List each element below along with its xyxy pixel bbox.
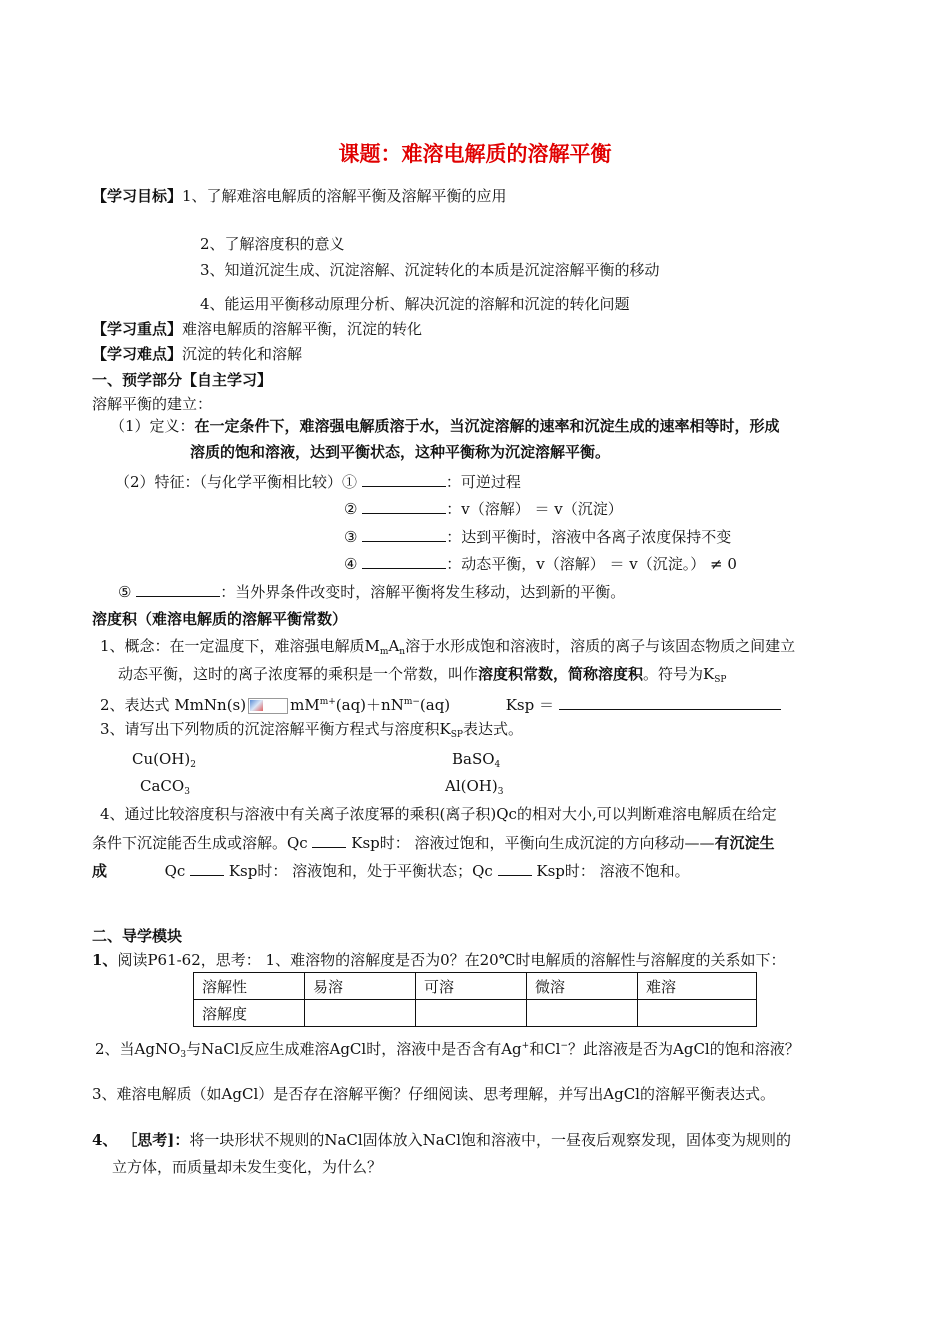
objectives-label: 【学习目标】	[92, 187, 183, 205]
feature-line-1	[115, 471, 521, 492]
question-label: ［思考]：	[122, 1131, 190, 1149]
feature-text: ：达到平衡时，溶液中各离子浓度保持不变	[446, 528, 732, 546]
feature-blank[interactable]	[362, 526, 446, 542]
write-task-text: 3、请写出下列物质的沉淀溶解平衡方程式与溶度积	[100, 720, 440, 738]
question-number: 4、	[92, 1131, 118, 1149]
formula-al-oh-3: $Al(OH)_3$	[445, 777, 504, 797]
expr-mid: (aq)＋nN	[335, 696, 404, 714]
objective-item: 1、了解难溶电解质的溶解平衡及溶解平衡的应用	[182, 187, 507, 205]
ksp-concept-text: 。符号为	[643, 665, 704, 683]
compare-text: Ksp时： 溶液过饱和，平衡向生成沉淀的方向移动——	[351, 834, 715, 852]
table-row	[194, 1000, 757, 1027]
compare-line-1: 4、通过比较溶度积与溶液中有关离子浓度幂的乘积(离子积)Qc的相对大小,可以判断难溶电解质在给定	[100, 805, 777, 823]
formula-cu-oh-2: $Cu(OH)_2$	[132, 750, 196, 770]
feature-num: ④	[344, 555, 358, 573]
question-text: 和Cl	[529, 1040, 561, 1058]
ksp-concept-text: 1、概念：在一定温度下，难溶强电解质	[100, 637, 365, 655]
expr-right: mM	[290, 696, 320, 714]
question-4	[92, 1130, 791, 1150]
compare-text: Ksp时： 溶液不饱和。	[536, 862, 690, 880]
equilibrium-arrow-icon	[248, 698, 288, 714]
table-row	[194, 973, 757, 1000]
objective-item: 2、了解溶度积的意义	[200, 235, 345, 253]
ksp-concept-line-2: 动态平衡，这时的离子浓度幂的乘积是一个常数，叫作溶度积常数，简称溶度积。符号为$K_{SP}$	[118, 665, 727, 685]
compare-line-3	[92, 860, 690, 881]
feature-line-4	[344, 553, 737, 574]
table-cell: 微溶	[527, 973, 638, 1000]
compare-blank[interactable]	[312, 832, 346, 848]
feature-num: ②	[344, 500, 358, 518]
feature-label: （2）特征：（与化学平衡相比较）	[115, 473, 343, 491]
formula-caco3: CaCO$_3$	[140, 777, 190, 797]
ksp-concept-line-1: 1、概念：在一定温度下，难溶强电解质$M_mA_n$溶于水形成饱和溶液时，溶质的离子与该固态物质之间建立	[100, 637, 796, 657]
part1-intro: 溶解平衡的建立：	[92, 395, 213, 413]
ksp-answer-blank[interactable]	[559, 694, 781, 710]
difficulty-label: 【学习难点】	[92, 345, 183, 363]
feature-blank[interactable]	[362, 553, 446, 569]
difficulty-text: 沉淀的转化和溶解	[182, 345, 303, 363]
feature-num: ③	[344, 528, 358, 546]
difficulty-line	[92, 344, 302, 364]
write-task-text: 表达式。	[463, 720, 524, 738]
table-cell: 可溶	[416, 973, 527, 1000]
part2-heading: 二、导学模块	[92, 927, 183, 945]
definition-line-1	[110, 416, 780, 436]
table-cell: 难溶	[638, 973, 757, 1000]
question-text: 将一块形状不规则的NaCl固体放入NaCl饱和溶液中，一昼夜后观察发现，固体变为规则的	[189, 1131, 792, 1149]
table-cell[interactable]	[305, 1000, 416, 1027]
compare-blank[interactable]	[190, 860, 224, 876]
definition-text-2: 溶质的饱和溶液，达到平衡状态，这种平衡称为沉淀溶解平衡。	[190, 443, 611, 461]
table-cell[interactable]	[527, 1000, 638, 1027]
question-text: ？此溶液是否为AgCl的饱和溶液？	[568, 1040, 800, 1058]
compare-bold: 成	[92, 862, 108, 880]
ksp-term: 溶度积常数，简称溶度积	[478, 665, 644, 683]
compare-bold: 有沉淀生	[714, 834, 775, 852]
feature-line-3	[344, 526, 731, 547]
definition-label: （1）定义：	[110, 417, 195, 435]
question-text: 与NaCl反应生成难溶AgCl时，溶液中是否含有Ag	[186, 1040, 522, 1058]
ksp-concept-text: 溶于水形成饱和溶液时，溶质的离子与该固态物质之间建立	[405, 637, 796, 655]
table-cell[interactable]	[638, 1000, 757, 1027]
focus-line	[92, 319, 422, 339]
focus-label: 【学习重点】	[92, 320, 183, 338]
objective-item: 4、能运用平衡移动原理分析、解决沉淀的溶解和沉淀的转化问题	[200, 295, 630, 313]
objective-item: 3、知道沉淀生成、沉淀溶解、沉淀转化的本质是沉淀溶解平衡的移动	[200, 261, 660, 279]
question-4-cont: 立方体，而质量却未发生变化，为什么？	[112, 1158, 383, 1176]
ksp-heading: 溶度积（难溶电解质的溶解平衡常数）	[92, 610, 348, 628]
focus-text: 难溶电解质的溶解平衡，沉淀的转化	[182, 320, 423, 338]
question-number: 1、	[92, 951, 118, 969]
feature-text: ：v（溶解） ＝ v（沉淀）	[446, 500, 623, 518]
write-task-line: 3、请写出下列物质的沉淀溶解平衡方程式与溶度积$K_{SP}$表达式。	[100, 720, 524, 740]
feature-text: ：当外界条件改变时，溶解平衡将发生移动，达到新的平衡。	[220, 583, 626, 601]
question-3: 3、难溶电解质（如AgCl）是否存在溶解平衡？仔细阅读、思考理解，并写出AgCl的溶解平衡表达式。	[92, 1085, 775, 1103]
question-2: 2、当AgNO$_3$与NaCl反应生成难溶AgCl时，溶液中是否含有Ag+和Cl−？此溶液是否为AgCl的饱和溶液？	[95, 1040, 800, 1060]
compare-text: Qc	[164, 862, 186, 880]
compare-text: 条件下沉淀能否生成或溶解。Qc	[92, 834, 308, 852]
table-cell[interactable]	[416, 1000, 527, 1027]
expr-end: (aq)	[419, 696, 451, 714]
feature-num: ①	[342, 473, 358, 491]
table-cell: 溶解性	[194, 973, 305, 1000]
feature-text: ：可逆过程	[445, 473, 521, 491]
compare-text: Ksp时： 溶液饱和，处于平衡状态；Qc	[228, 862, 493, 880]
ksp-concept-text: 动态平衡，这时的离子浓度幂的乘积是一个常数，叫作	[118, 665, 479, 683]
compare-line-2	[92, 832, 775, 853]
formula-baso4: BaSO$_4$	[452, 750, 501, 770]
compare-blank[interactable]	[498, 860, 532, 876]
ksp-expression-line: 2、表达式 MmNn(s) $mM^{m+}(aq)+nN^{m-}(aq)$ Ksp ＝	[100, 692, 781, 715]
part1-heading: 一、预学部分【自主学习】	[92, 371, 273, 389]
feature-num: ⑤	[118, 583, 132, 601]
feature-blank[interactable]	[136, 581, 220, 597]
expr-label: 2、表达式	[100, 696, 170, 714]
feature-text: ：动态平衡，v（溶解） ＝ v（沉淀。） ≠ 0	[446, 555, 737, 573]
page-title: 课题：难溶电解质的溶解平衡	[338, 142, 612, 166]
feature-blank[interactable]	[362, 471, 446, 487]
question-1	[92, 950, 786, 970]
table-cell: 易溶	[305, 973, 416, 1000]
table-cell: 溶解度	[194, 1000, 305, 1027]
question-text: 阅读P61-62，思考： 1、难溶物的溶解度是否为0？在20℃时电解质的溶解性与溶解度的关系如下：	[117, 951, 786, 969]
objectives-line-1	[92, 186, 507, 206]
definition-text-1: 在一定条件下，难溶强电解质溶于水，当沉淀溶解的速率和沉淀生成的速率相等时，形成	[194, 417, 780, 435]
ksp-label: Ksp ＝	[505, 696, 554, 714]
expr-left: MmNn(s)	[174, 696, 247, 714]
feature-line-5	[118, 581, 625, 602]
feature-line-2	[344, 498, 623, 519]
question-text: 2、当AgNO	[95, 1040, 181, 1058]
solubility-table	[193, 972, 757, 1027]
feature-blank[interactable]	[362, 498, 446, 514]
